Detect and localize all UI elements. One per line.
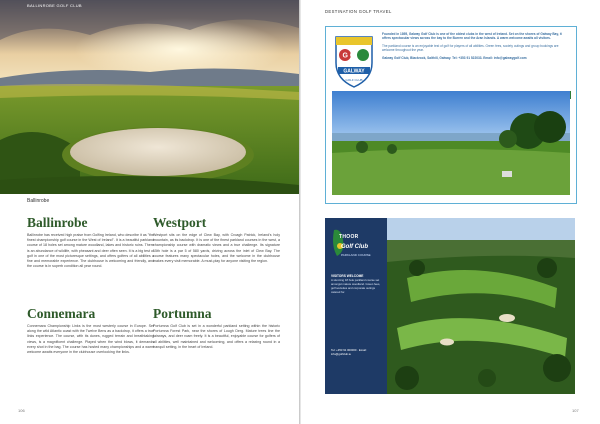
section-body: Westport sits on the edge of Clew Bay, with Croagh Patrick, Ireland's holy mountain, as its backdrop. It is one of the finest parkland courses in the west, a championship course with dramatic views and a true challenge. Its signature 15th hole is a par 5 of 580 yards, driving across the inlet of Clew Bay. The course features many spectacular holes, and the welcome in the clubhouse makes every visit memorable. A must-play for anyone visiting the region. <box>153 233 280 264</box>
hero-caption: BALLINROBE GOLF CLUB <box>27 3 82 8</box>
spine-divider <box>299 0 301 424</box>
galway-course-photo <box>332 91 570 195</box>
galway-text-1: Founded in 1895, Galway Golf Club is one of the oldest clubs in the west of Ireland. Set on the shores of Galway Bay, it offers spectacular views across the bay to the Burren and the Aran Islands. A warm welcome awaits all visitors. <box>382 32 562 41</box>
photo-caption: Ballinrobe <box>27 198 50 204</box>
hero-photo <box>0 0 299 194</box>
thoor-contact: Tel: +353 91 000000 · Email: info@golfclub.ie <box>331 348 367 356</box>
info-body: A stunning 18 hole parkland course set amongst mature woodland. Green fees, golf societies and corporate outings catered for. <box>331 278 381 294</box>
galway-crest-logo <box>332 33 376 89</box>
section-body: Ballinrobe has received high praise from Golfing Ireland, who describe it as "the finest championship golf course in the West of Ireland". It is a beautiful parkland course of 18 holes set among mature woodland, lakes and historic ruins. There is an abundance of wildlife, with pheasant and deer often seen. It is a big test of golf in one of the most picturesque settings, and offers golfers of all abilities a fine and memorable experience. The clubhouse is welcoming and friendly, and the course is in superb condition all year round. <box>27 233 154 269</box>
page-number-left: 106 <box>18 408 25 413</box>
thoor-info <box>331 274 383 294</box>
section-body: Portumna Golf Club is set in a wonderful parkland setting within the historic Portumna Forest Park, near the shores of Lough Derg. Mature trees line the fairways, and deer roam freely. It is a beautiful, enjoyable course for golfers of all abilities, well maintained and welcoming, and offers a relaxing round in a tranquil setting, in the heart of Ireland. <box>153 324 280 349</box>
section-title: Ballinrobe <box>27 215 88 230</box>
section-body: Connemara Championship Links is the most westerly course in Europe. Set along the wild Atlantic coast with the Twelve Bens as a backdrop, it offers a true links experience. The course, with its dunes, rugged terrain and breathtaking views, is a magnificent challenge. Played when the wind blows, it demands every shot in the bag. The course has hosted many championships and a warm welcome awaits everyone in the clubhouse overlooking the links. <box>27 324 154 355</box>
section-portumna <box>153 307 280 350</box>
section-title: Connemara <box>27 306 96 321</box>
thoor-logo <box>331 226 381 266</box>
section-westport <box>153 216 280 264</box>
aerial-course-photo <box>387 218 575 394</box>
section-title: Portumna <box>153 306 212 321</box>
club-tagline: PARKLAND COURSE <box>341 253 371 257</box>
section-header: DESTINATION GOLF TRAVEL <box>325 9 392 14</box>
club-sub-name: Golf Club <box>341 244 368 250</box>
galway-ad-text <box>382 32 570 63</box>
crest-name: GALWAY <box>343 68 365 75</box>
galway-text-2: The parkland course is an enjoyable test of golf for players of all abilities. Green fees, society outings and group bookings are welcome throughout the year. <box>382 43 559 53</box>
galway-text-3: Galway Golf Club, Blackrock, Salthill, Galway. Tel: +353 91 522033. Email: info@galwaygolf.com <box>382 55 527 60</box>
crest-letters: G C <box>342 52 355 60</box>
club-name: THOOR <box>339 234 359 240</box>
crest-sub: GOLF CLUB <box>345 78 363 82</box>
section-title: Westport <box>153 215 207 230</box>
section-connemara <box>27 307 154 355</box>
page-number-right: 107 <box>572 408 579 413</box>
info-heading: VISITORS WELCOME <box>331 274 364 278</box>
section-ballinrobe <box>27 216 154 269</box>
thoor-golf-ad <box>325 218 575 394</box>
galway-golf-ad <box>325 26 577 204</box>
